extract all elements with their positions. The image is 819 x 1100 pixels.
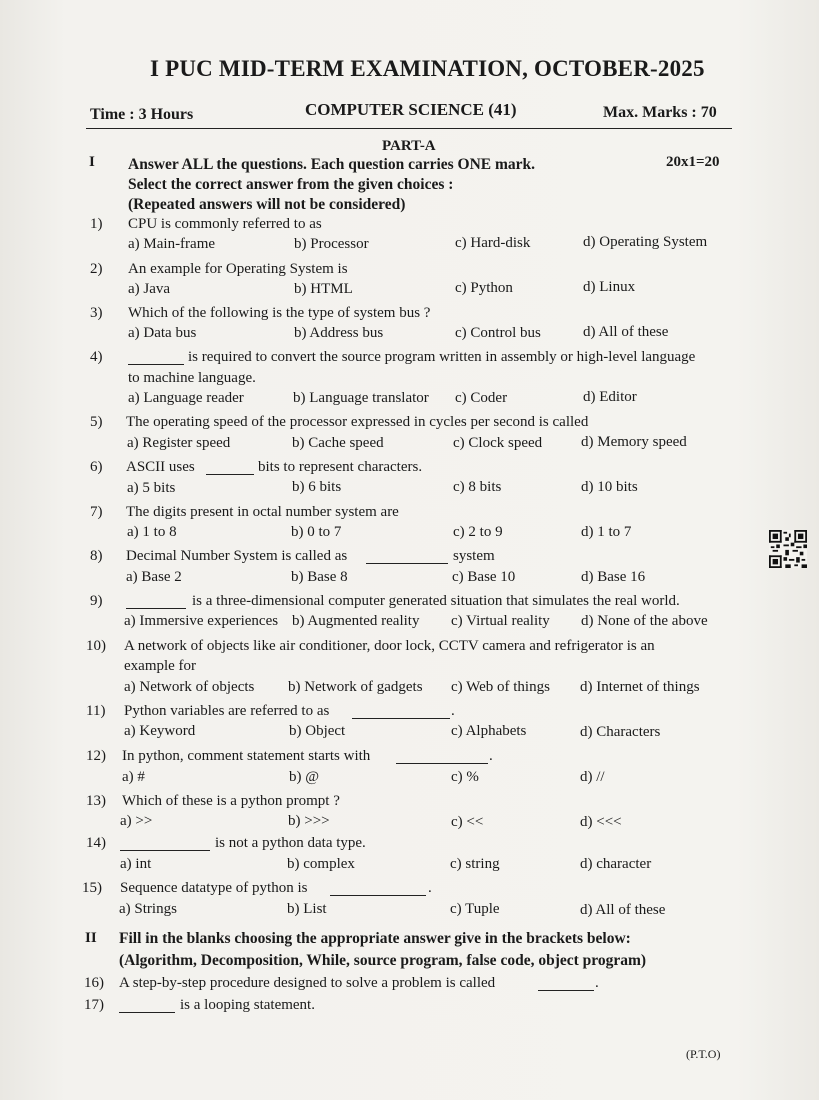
option-c: c) Tuple: [450, 901, 500, 917]
option-d: d) Memory speed: [581, 434, 687, 450]
question-number: 5): [90, 414, 103, 430]
question-number: 1): [90, 216, 103, 232]
part-a-heading: PART-A: [382, 138, 436, 154]
question-text: is not a python data type.: [215, 835, 366, 851]
option-b: b) Network of gadgets: [288, 679, 423, 695]
answer-blank: [119, 1000, 175, 1013]
answer-blank: [538, 978, 594, 991]
question-text-start: In python, comment statement starts with: [122, 748, 371, 764]
section-1-instruction-2: Select the correct answer from the given choices :: [128, 176, 454, 193]
question-text: An example for Operating System is: [128, 261, 348, 277]
question-number: 7): [90, 504, 103, 520]
answer-blank: [120, 838, 210, 851]
question-text-start: A step-by-step procedure designed to solve a problem is called: [119, 975, 496, 991]
option-b: b) complex: [287, 856, 355, 872]
subject-label: COMPUTER SCIENCE (41): [305, 100, 517, 119]
option-d: d) character: [580, 856, 652, 872]
option-a: a) 5 bits: [127, 480, 176, 496]
option-a: a) Strings: [119, 901, 177, 917]
question-text: is a looping statement.: [180, 997, 315, 1013]
option-d: d) All of these: [583, 324, 669, 340]
section-1-score: 20x1=20: [666, 154, 720, 170]
question-text: is required to convert the source program written in assembly or high-level language: [188, 349, 696, 365]
option-d: d) 10 bits: [581, 479, 638, 495]
question-text-end: .: [451, 703, 455, 719]
option-d: d) Operating System: [583, 234, 708, 250]
option-c: c) Coder: [455, 390, 508, 406]
option-c: c) Clock speed: [453, 435, 543, 451]
section-2-word-bank: (Algorithm, Decomposition, While, source program, false code, object program): [119, 952, 647, 969]
question-text-continued: example for: [124, 658, 197, 674]
option-c: c) Web of things: [451, 679, 550, 695]
question-text-end: bits to represent characters.: [258, 459, 423, 475]
option-c: c) Alphabets: [451, 723, 527, 739]
option-d: d) Editor: [583, 389, 637, 405]
question-number: 4): [90, 349, 103, 365]
option-b: b) Object: [289, 723, 346, 739]
option-a: a) int: [120, 856, 152, 872]
question-text: Which of these is a python prompt ?: [122, 793, 340, 809]
option-b: b) Cache speed: [292, 435, 384, 451]
option-b: b) Augmented reality: [292, 613, 420, 629]
question-text: is a three-dimensional computer generated situation that simulates the real world.: [192, 593, 680, 609]
section-1-instruction-3: (Repeated answers will not be considered): [128, 196, 406, 213]
option-a: a) Data bus: [128, 325, 197, 341]
option-d: d) //: [580, 769, 605, 785]
answer-blank: [366, 551, 448, 564]
question-text-end: .: [595, 975, 599, 991]
question-number: 14): [86, 835, 106, 851]
pto-label: (P.T.O): [686, 1047, 721, 1061]
option-d: d) Characters: [580, 724, 661, 740]
question-text: CPU is commonly referred to as: [128, 216, 322, 232]
answer-blank: [128, 352, 184, 365]
question-number: 12): [86, 748, 106, 764]
option-c: c) 2 to 9: [453, 524, 503, 540]
option-b: b) HTML: [294, 281, 353, 297]
question-text: The digits present in octal number system are: [126, 504, 399, 520]
answer-blank: [126, 596, 186, 609]
question-text-start: Sequence datatype of python is: [120, 880, 308, 896]
option-a: a) Immersive experiences: [124, 613, 279, 629]
option-b: b) >>>: [288, 813, 330, 829]
question-text-end: system: [453, 548, 495, 564]
max-marks-label: Max. Marks : 70: [603, 104, 717, 121]
question-number: 8): [90, 548, 103, 564]
question-text-end: .: [489, 748, 493, 764]
option-b: b) Address bus: [294, 325, 384, 341]
question-text-start: Python variables are referred to as: [124, 703, 330, 719]
question-text: The operating speed of the processor expressed in cycles per second is called: [126, 414, 589, 430]
section-1-roman: I: [89, 154, 95, 170]
option-a: a) >>: [120, 813, 153, 829]
option-d: d) None of the above: [581, 613, 708, 629]
question-number: 11): [86, 703, 106, 719]
option-b: b) Language translator: [293, 390, 429, 406]
answer-blank: [396, 751, 488, 764]
question-number: 6): [90, 459, 103, 475]
time-label: Time : 3 Hours: [90, 106, 194, 123]
option-a: a) Base 2: [126, 569, 182, 585]
question-text-start: Decimal Number System is called as: [126, 548, 348, 564]
option-b: b) 6 bits: [292, 479, 342, 495]
option-a: a) Language reader: [128, 390, 244, 406]
section-2-instruction-1: Fill in the blanks choosing the appropriate answer give in the brackets below:: [119, 930, 631, 947]
option-a: a) Keyword: [124, 723, 196, 739]
section-2-roman: II: [85, 930, 97, 946]
question-text-start: ASCII uses: [126, 459, 195, 475]
option-c: c) Base 10: [452, 569, 516, 585]
question-number: 9): [90, 593, 103, 609]
option-a: a) #: [122, 769, 145, 785]
option-c: c) string: [450, 856, 500, 872]
question-text-continued: to machine language.: [128, 370, 256, 386]
option-a: a) Java: [128, 281, 171, 297]
option-d: d) Internet of things: [580, 679, 700, 695]
question-number: 10): [86, 638, 106, 654]
qr-code: [769, 530, 807, 568]
question-text: Which of the following is the type of system bus ?: [128, 305, 431, 321]
option-c: c) Python: [455, 280, 513, 296]
option-c: c) <<: [451, 814, 484, 830]
option-b: b) 0 to 7: [291, 524, 342, 540]
option-a: a) Network of objects: [124, 679, 255, 695]
answer-blank: [330, 883, 426, 896]
option-a: a) Main-frame: [128, 236, 216, 252]
option-b: b) Base 8: [291, 569, 348, 585]
option-c: c) Control bus: [455, 325, 541, 341]
option-d: d) All of these: [580, 902, 666, 918]
option-c: c) 8 bits: [453, 479, 502, 495]
option-c: c) %: [451, 769, 479, 785]
question-number: 13): [86, 793, 106, 809]
option-a: a) 1 to 8: [127, 524, 177, 540]
answer-blank: [206, 462, 254, 475]
option-a: a) Register speed: [127, 435, 231, 451]
question-number: 3): [90, 305, 103, 321]
option-d: d) <<<: [580, 814, 622, 830]
exam-title: I PUC MID-TERM EXAMINATION, OCTOBER-2025: [150, 56, 705, 81]
section-1-instruction-1: Answer ALL the questions. Each question carries ONE mark.: [128, 156, 536, 173]
question-number: 17): [84, 997, 104, 1013]
question-text-end: .: [428, 880, 432, 896]
option-b: b) @: [289, 769, 320, 785]
question-number: 16): [84, 975, 104, 991]
option-b: b) List: [287, 901, 327, 917]
question-text: A network of objects like air conditioner, door lock, CCTV camera and refrigerator is an: [124, 638, 655, 654]
header-rule: [86, 128, 732, 129]
question-number: 15): [82, 880, 102, 896]
option-d: d) Linux: [583, 279, 636, 295]
option-c: c) Hard-disk: [455, 235, 531, 251]
option-d: d) 1 to 7: [581, 524, 632, 540]
option-b: b) Processor: [294, 236, 369, 252]
answer-blank: [352, 706, 450, 719]
option-d: d) Base 16: [581, 569, 646, 585]
option-c: c) Virtual reality: [451, 613, 550, 629]
question-number: 2): [90, 261, 103, 277]
